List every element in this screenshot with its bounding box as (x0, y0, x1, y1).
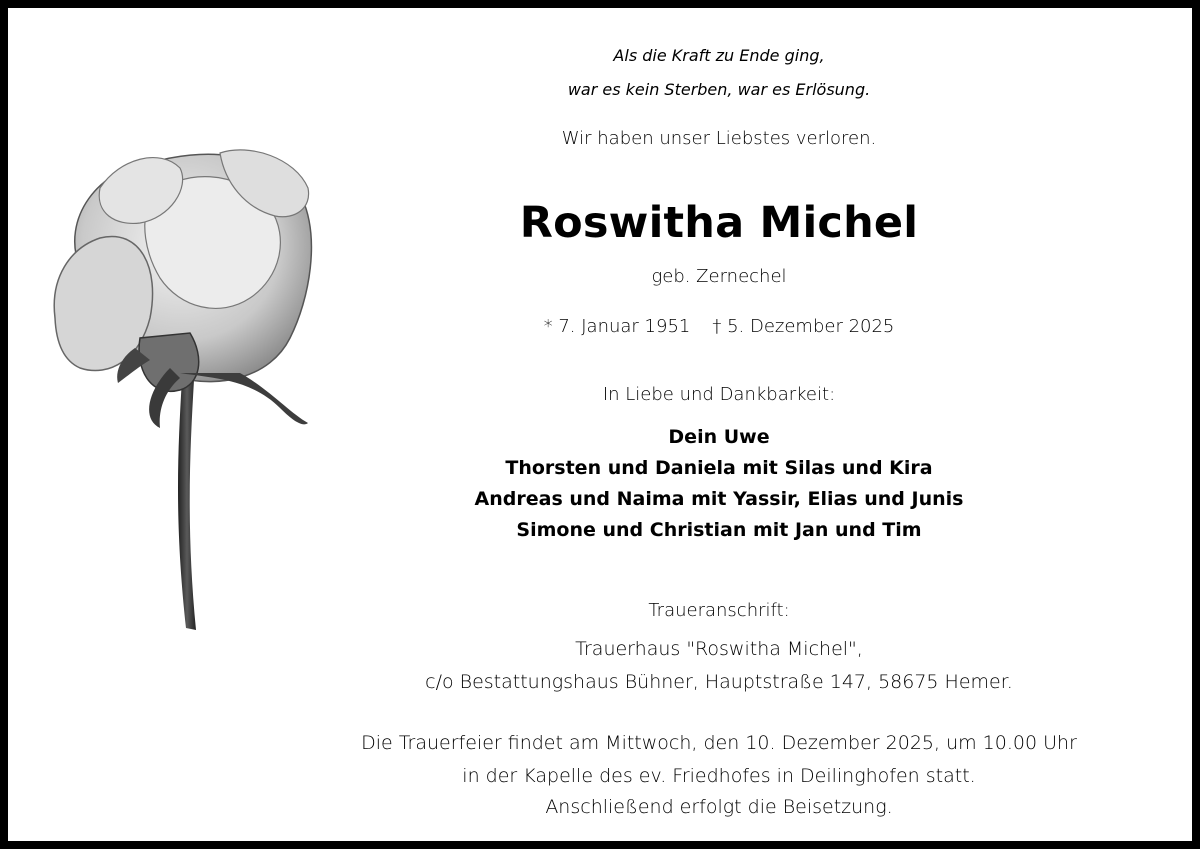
deceased-name: Roswitha Michel (519, 198, 919, 248)
quote-line-2: war es kein Sterben, war es Erlösung. (567, 80, 871, 99)
birth-date: * 7. Januar 1951 (543, 316, 691, 337)
family-line: Dein Uwe (668, 426, 770, 448)
ceremony-line-1: Die Trauerfeier findet am Mittwoch, den 10. Dezember 2025, um 10.00 Uhr (361, 732, 1077, 754)
quote-line-1: Als die Kraft zu Ende ging, (613, 46, 825, 65)
gratitude-text: In Liebe und Dankbarkeit: (602, 384, 836, 405)
life-dates (308, 316, 1130, 337)
family-line: Simone und Christian mit Jan und Tim (516, 519, 922, 541)
intro-text: Wir haben unser Liebstes verloren. (561, 128, 877, 149)
address-line-1: Trauerhaus "Roswitha Michel", (575, 638, 863, 660)
family-line: Andreas und Naima mit Yassir, Elias und Junis (474, 488, 964, 510)
family-line: Thorsten und Daniela mit Silas und Kira (505, 457, 933, 479)
maiden-name: geb. Zernechel (651, 266, 787, 287)
death-date: † 5. Dezember 2025 (712, 316, 895, 337)
ceremony-line-2: in der Kapelle des ev. Friedhofes in Deilinghofen statt. (462, 765, 976, 787)
address-label: Traueranschrift: (648, 600, 790, 621)
address-line-2: c/o Bestattungshaus Bühner, Hauptstraße 147, 58675 Hemer. (425, 671, 1013, 693)
ceremony-line-3: Anschließend erfolgt die Beisetzung. (545, 796, 893, 818)
rose-icon (40, 128, 330, 648)
